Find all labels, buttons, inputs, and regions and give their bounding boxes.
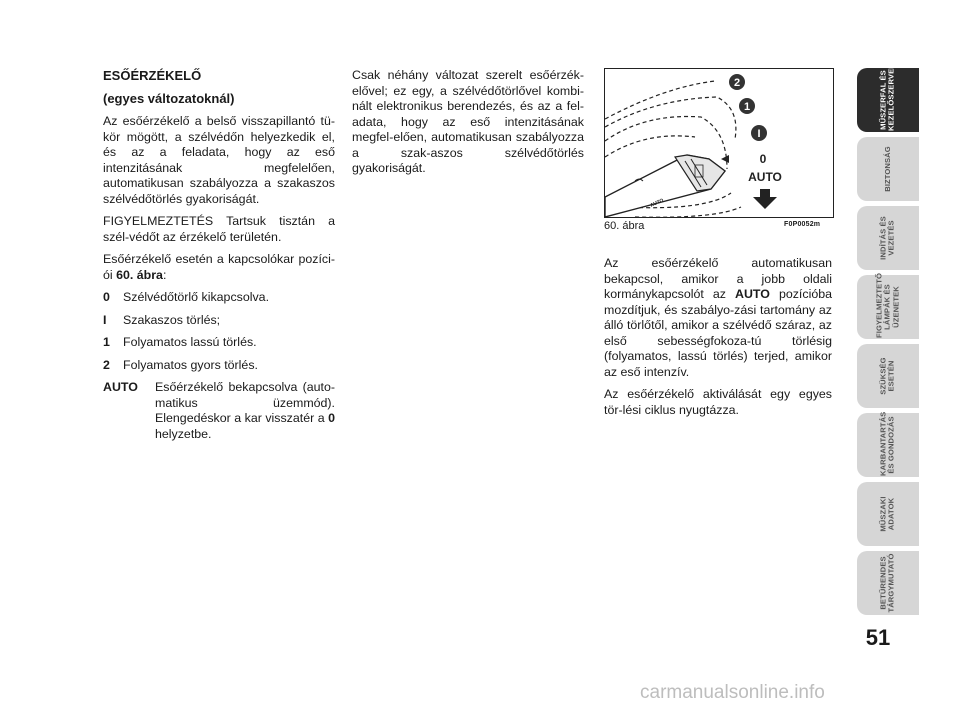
lever-auto-label: AUTO (649, 197, 665, 209)
section-subtitle: (egyes változatoknál) (103, 91, 235, 106)
figure-code: F0P0052m (784, 221, 821, 228)
right-column (604, 256, 832, 425)
tab-muszerfal[interactable]: MŰSZERFAL ÉS KEZELŐSZERVEK (857, 68, 919, 132)
position-item-0: 0 Szélvédőtörlő kikapcsolva. (103, 290, 270, 304)
figure-caption: 60. ábra (604, 220, 645, 232)
section-title: ESŐÉRZÉKELŐ (103, 68, 202, 83)
intro-paragraph: Az esőérzékelő a belső visszapillantó tü-kör mögött, a szélvédőn helyezkedik el, és az a feladata, hogy az eső intenzitásának megfelelően, automatikusan szabályozza a szakaszos szélvédőtörlés gyakoriságát. (103, 114, 335, 206)
label-position-auto: AUTO (748, 170, 782, 184)
wiper-lever-diagram (605, 69, 833, 217)
figure-reference: 60. ábra (116, 267, 163, 282)
middle-paragraph: Csak néhány változat szerelt esőérzék-elővel; ez egy, a szélvédőtörlővel kombi-nált elektronikus berendezés, és az a fel-adata, hogy az eső intenzitásának megfel-elően, automatikusan szabályozza a szak-aszos szélvédőtörlés gyakoriságát. (352, 68, 584, 175)
svg-text:1: 1 (743, 101, 751, 113)
tab-inditas[interactable]: INDÍTÁS ÉS VEZETÉS (857, 206, 919, 270)
arrow-left-icon (721, 155, 729, 163)
arc-position-I (605, 136, 695, 157)
wiper-lever-figure (604, 68, 834, 218)
middle-column (352, 68, 584, 184)
tab-karbantartas[interactable]: KARBANTARTÁS ÉS GONDOZÁS (857, 413, 919, 477)
position-item-1: 1 Folyamatos lassú törlés. (103, 335, 257, 349)
tab-betuerendes[interactable]: BETŰRENDES TÁRGYMUTATÓ (857, 551, 919, 615)
position-item-auto: AUTO Esőérzékelő bekapcsolva (auto-matikus üzemmód). Elengedéskor a kar visszatér a 0 helyzetbe. (103, 380, 335, 441)
arc-position-2b (605, 97, 736, 139)
tab-muszaki[interactable]: MŰSZAKI ADATOK (857, 482, 919, 546)
watermark: carmanualsonline.info (640, 682, 825, 703)
arrow-down-icon (753, 189, 777, 209)
position-item-I: I Szakaszos törlés; (103, 312, 221, 327)
tab-figyelmezteto[interactable]: FIGYELMEZTETŐ LÁMPÁK ÉS ÜZENETEK (857, 275, 919, 339)
right-paragraph-1: Az esőérzékelő automatikusan bekapcsol, amikor a jobb oldali kormánykapcsolót az AUTO pozícióba mozdítjuk, és szabályo-zási tartomány az álló törlőtől, amikor a szélvédő száraz, az első sebességfokoza-tú törlésig (folyamatos, lassú törlés) terjed, amikor az eső intenzív. (604, 256, 832, 379)
right-paragraph-2: Az esőérzékelő aktiválását egy egyes tör-lési ciklus nyugtázza. (604, 387, 832, 417)
label-position-0: 0 (759, 152, 767, 166)
svg-text:I: I (757, 128, 761, 140)
svg-text:2: 2 (733, 77, 741, 89)
lever-body (605, 155, 725, 217)
position-item-2: 2 Folyamatos gyors törlés. (103, 357, 258, 372)
tab-szukseg[interactable]: SZÜKSÉG ESETÉN (857, 344, 919, 408)
positions-intro: Esőérzékelő esetén a kapcsolókar pozíci-ói 60. ábra: (103, 252, 335, 282)
tab-biztonsag[interactable]: BIZTONSÁG (857, 137, 919, 201)
page-number: 51 (865, 625, 891, 650)
left-column (103, 68, 335, 449)
arc-position-2 (605, 81, 715, 119)
warning-paragraph: FIGYELMEZTETÉS Tartsuk tisztán a szél-védőt az érzékelő területén. (103, 214, 335, 244)
